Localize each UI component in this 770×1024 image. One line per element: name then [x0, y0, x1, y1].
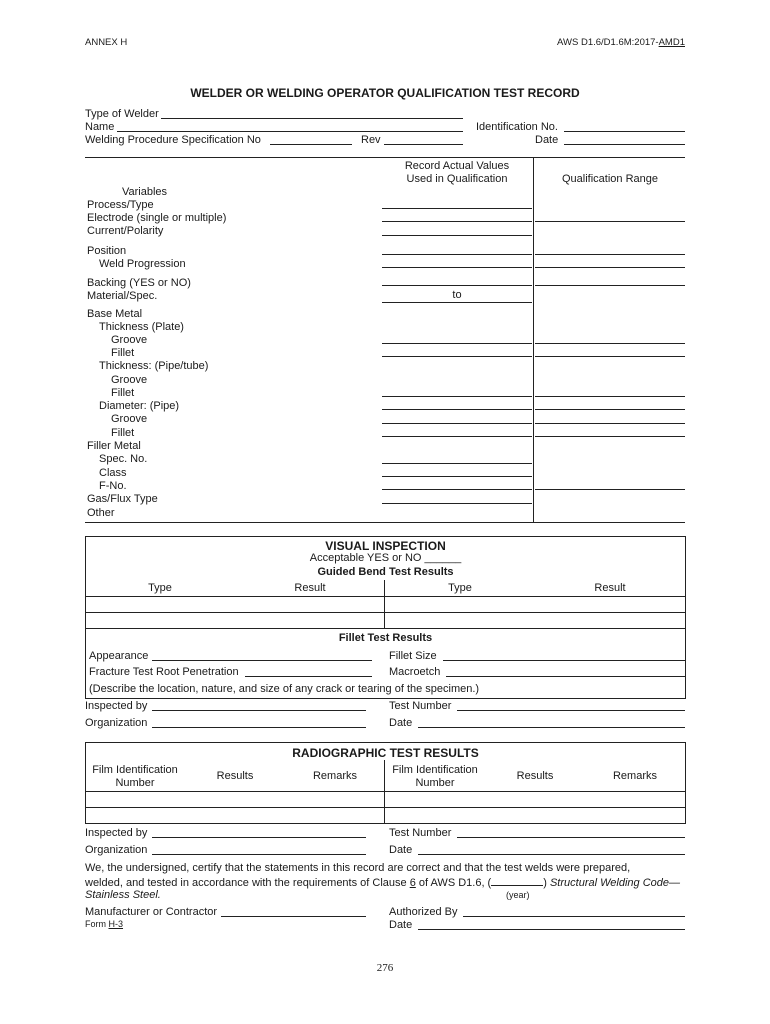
- variables-heading: Variables: [122, 186, 168, 198]
- var-thickness-pipe: Thickness: (Pipe/tube): [99, 360, 209, 372]
- fillet-size-label: Fillet Size: [389, 650, 437, 662]
- var-plate-fillet: Fillet: [111, 347, 135, 359]
- var-gas-flux: Gas/Flux Type: [87, 493, 158, 505]
- range-field[interactable]: [535, 423, 685, 424]
- remarks-header-1: Remarks: [312, 770, 357, 782]
- certify-line-1: [85, 862, 686, 874]
- year-caption: (year): [506, 890, 530, 900]
- actual-values-header-2: Used in Qualification: [406, 173, 508, 185]
- film-id-header-2b: Number: [415, 777, 455, 789]
- visual-inspection-title: VISUAL INSPECTION: [325, 539, 446, 553]
- identification-label: Identification No.: [476, 121, 558, 133]
- visual-test-number-label: Test Number: [389, 700, 452, 712]
- actual-value-field[interactable]: [382, 423, 532, 424]
- name-label: Name: [85, 121, 115, 133]
- acceptable-label: Acceptable YES or NO ______: [309, 552, 462, 564]
- radio-inspected-by-label: Inspected by: [85, 827, 148, 839]
- actual-value-field[interactable]: [382, 221, 532, 222]
- manufacturer-label: Manufacturer or Contractor: [85, 906, 218, 918]
- radio-organization-field[interactable]: [152, 854, 366, 855]
- macroetch-field[interactable]: [446, 676, 685, 677]
- annex-label: ANNEX H: [85, 37, 128, 48]
- authorized-by-field[interactable]: [463, 916, 685, 917]
- actual-value-field[interactable]: [382, 254, 532, 255]
- film-id-header-2: Film Identification: [392, 764, 478, 776]
- var-other: Other: [87, 507, 115, 519]
- certify-text: welded, and tested in accordance with the requirements of Clause: [85, 877, 410, 889]
- bend-result-header-2: Result: [594, 582, 626, 594]
- radio-date-label: Date: [389, 844, 413, 856]
- top-date-field[interactable]: [564, 144, 685, 145]
- results-header-2: Results: [516, 770, 554, 782]
- actual-value-field[interactable]: [382, 235, 532, 236]
- bend-type-header-2: Type: [448, 582, 472, 594]
- table-rule: [85, 612, 686, 613]
- range-field[interactable]: [535, 221, 685, 222]
- rev-label: Rev: [361, 134, 381, 146]
- actual-value-field[interactable]: [382, 396, 532, 397]
- standard-ref-text: AWS D1.6/D1.6M:2017-: [557, 37, 659, 48]
- var-class: Class: [99, 467, 127, 479]
- var-current-polarity: Current/Polarity: [87, 225, 164, 237]
- rev-field[interactable]: [384, 144, 463, 145]
- bend-type-header-1: Type: [148, 582, 172, 594]
- manufacturer-field[interactable]: [221, 916, 366, 917]
- table-rule: [85, 596, 686, 597]
- table-rule: [85, 628, 686, 629]
- var-thickness-plate: Thickness (Plate): [99, 321, 184, 333]
- table-rule: [85, 807, 686, 808]
- fillet-size-field[interactable]: [443, 660, 685, 661]
- var-pipe-fillet: Fillet: [111, 387, 135, 399]
- radio-organization-label: Organization: [85, 844, 148, 856]
- table-divider: [384, 760, 385, 824]
- form-prefix: Form: [85, 919, 109, 929]
- actual-value-field[interactable]: [382, 503, 532, 504]
- standard-ref: [557, 37, 685, 48]
- radio-test-number-label: Test Number: [389, 827, 452, 839]
- certify-text: ): [543, 877, 550, 889]
- var-diameter-groove: Groove: [111, 413, 148, 425]
- visual-inspected-by-field[interactable]: [152, 710, 366, 711]
- fillet-test-title: Fillet Test Results: [338, 632, 433, 644]
- visual-date-field[interactable]: [418, 727, 685, 728]
- range-field[interactable]: [535, 343, 685, 344]
- remarks-header-2: Remarks: [612, 770, 657, 782]
- macroetch-label: Macroetch: [389, 666, 441, 678]
- fracture-label: Fracture Test Root Penetration: [89, 666, 239, 678]
- column-divider: [533, 157, 534, 522]
- visual-test-number-field[interactable]: [457, 710, 685, 711]
- actual-value-field[interactable]: [382, 302, 532, 303]
- describe-note: (Describe the location, nature, and size of any crack or tearing of the specimen.): [89, 683, 480, 695]
- appearance-label: Appearance: [89, 650, 149, 662]
- var-pipe-groove: Groove: [111, 374, 148, 386]
- var-diameter-fillet: Fillet: [111, 427, 135, 439]
- range-field[interactable]: [535, 489, 685, 490]
- results-header-1: Results: [216, 770, 254, 782]
- authorized-by-label: Authorized By: [389, 906, 458, 918]
- actual-value-field[interactable]: [382, 267, 532, 268]
- table-divider: [384, 580, 385, 628]
- actual-value-field[interactable]: [382, 476, 532, 477]
- actual-value-field[interactable]: [382, 343, 532, 344]
- var-material-spec: Material/Spec.: [87, 290, 158, 302]
- visual-date-label: Date: [389, 717, 413, 729]
- visual-inspected-by-label: Inspected by: [85, 700, 148, 712]
- range-field[interactable]: [535, 254, 685, 255]
- certify-line-2: [85, 876, 680, 889]
- top-date-label: Date: [535, 134, 559, 146]
- year-field[interactable]: [491, 876, 543, 886]
- var-f-no: F-No.: [99, 480, 127, 492]
- divider: [85, 157, 685, 158]
- range-field[interactable]: [535, 356, 685, 357]
- film-id-header-1b: Number: [115, 777, 155, 789]
- wps-field[interactable]: [270, 144, 352, 145]
- var-diameter-pipe: Diameter: (Pipe): [99, 400, 180, 412]
- var-process-type: Process/Type: [87, 199, 154, 211]
- visual-organization-label: Organization: [85, 717, 148, 729]
- cert-date-label: Date: [389, 919, 413, 931]
- form-number: H-3: [108, 919, 124, 929]
- actual-value-field[interactable]: [382, 285, 532, 286]
- range-field[interactable]: [535, 285, 685, 286]
- var-spec-no: Spec. No.: [99, 453, 148, 465]
- certify-text: We, the undersigned, certify that the statements in this record are correct and that the test welds were prepared,: [85, 862, 631, 874]
- form-id: [85, 919, 123, 929]
- var-backing: Backing (YES or NO): [87, 277, 191, 289]
- bend-result-header-1: Result: [294, 582, 326, 594]
- var-position: Position: [87, 245, 127, 257]
- actual-value-field[interactable]: [382, 356, 532, 357]
- range-field[interactable]: [535, 396, 685, 397]
- cert-date-field[interactable]: [418, 929, 685, 930]
- range-field[interactable]: [535, 436, 685, 437]
- var-filler-metal: Filler Metal: [87, 440, 141, 452]
- code-title: Structural Welding Code—: [549, 877, 680, 889]
- var-electrode: Electrode (single or multiple): [87, 212, 227, 224]
- identification-field[interactable]: [564, 131, 685, 132]
- actual-value-field[interactable]: [382, 208, 532, 209]
- range-field[interactable]: [535, 267, 685, 268]
- actual-value-field[interactable]: [382, 489, 532, 490]
- clause-ref: 6: [409, 877, 416, 889]
- range-field[interactable]: [535, 409, 685, 410]
- radio-inspected-by-field[interactable]: [152, 837, 366, 838]
- guided-bend-title: Guided Bend Test Results: [317, 566, 454, 578]
- table-rule: [85, 791, 686, 792]
- divider: [85, 522, 685, 523]
- var-plate-groove: Groove: [111, 334, 148, 346]
- film-id-header-1: Film Identification: [92, 764, 178, 776]
- var-base-metal: Base Metal: [87, 308, 143, 320]
- actual-value-field[interactable]: [382, 409, 532, 410]
- qualification-range-header: Qualification Range: [561, 173, 658, 185]
- certify-text: of AWS D1.6, (: [415, 877, 492, 889]
- type-of-welder-field[interactable]: [161, 118, 463, 119]
- visual-organization-field[interactable]: [152, 727, 366, 728]
- wps-label: Welding Procedure Specification No: [85, 134, 261, 146]
- radio-date-field[interactable]: [418, 854, 685, 855]
- code-title-2: Stainless Steel.: [85, 889, 161, 901]
- radio-test-number-field[interactable]: [457, 837, 685, 838]
- actual-values-header: Record Actual Values: [404, 160, 510, 172]
- var-weld-progression: Weld Progression: [99, 258, 186, 270]
- amendment-ref: AMD1: [658, 37, 685, 48]
- actual-value-field[interactable]: [382, 463, 532, 464]
- range-to: to: [452, 289, 462, 301]
- fracture-field[interactable]: [245, 676, 372, 677]
- form-title: WELDER OR WELDING OPERATOR QUALIFICATION TEST RECORD: [190, 86, 580, 100]
- actual-value-field[interactable]: [382, 436, 532, 437]
- radiographic-title: RADIOGRAPHIC TEST RESULTS: [292, 746, 479, 760]
- appearance-field[interactable]: [152, 660, 372, 661]
- name-field[interactable]: [117, 131, 463, 132]
- page-number: 276: [376, 962, 394, 974]
- type-of-welder-label: Type of Welder: [85, 108, 159, 120]
